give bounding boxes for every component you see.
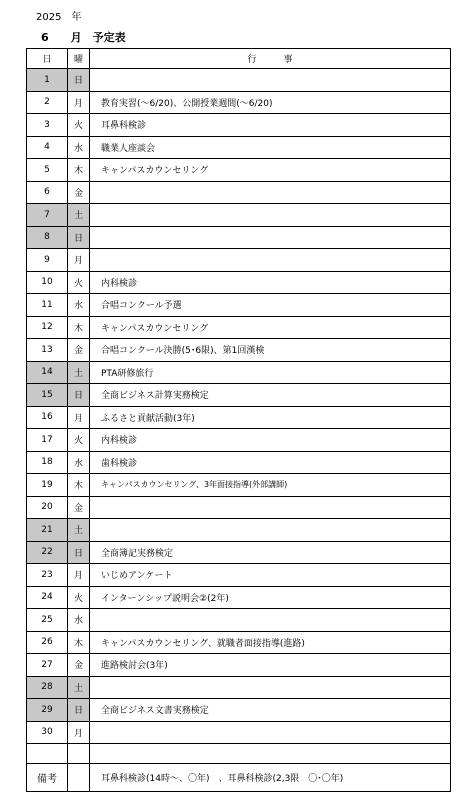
day-cell: 27 (27, 654, 68, 677)
day-cell: 18 (27, 451, 68, 474)
day-cell: 21 (27, 519, 68, 542)
table-row (27, 586, 451, 609)
day-cell: 3 (27, 114, 68, 137)
weekday-cell: 月 (68, 249, 90, 272)
event-cell: ふるさと貢献活動(3年) (90, 406, 451, 429)
event-cell: キャンパスカウンセリング、3年面接指導(外部講師) (90, 474, 451, 497)
table-header-row (27, 49, 451, 69)
event-cell: 教育実習(～6/20)、公開授業週間(～6/20) (90, 91, 451, 114)
weekday-cell: 日 (68, 699, 90, 722)
event-cell (90, 181, 451, 204)
event-cell (90, 69, 451, 92)
event-cell: PTA研修旅行 (90, 361, 451, 384)
notes-row (27, 764, 451, 792)
day-cell: 2 (27, 91, 68, 114)
blank-row (27, 744, 451, 764)
weekday-cell: 木 (68, 159, 90, 182)
weekday-cell: 水 (68, 451, 90, 474)
weekday-cell: 土 (68, 204, 90, 227)
table-row (27, 654, 451, 677)
day-cell: 16 (27, 406, 68, 429)
weekday-cell: 火 (68, 114, 90, 137)
day-cell: 9 (27, 249, 68, 272)
weekday-cell: 木 (68, 316, 90, 339)
day-cell: 25 (27, 609, 68, 632)
weekday-cell: 月 (68, 721, 90, 744)
table-row (27, 496, 451, 519)
event-cell (90, 226, 451, 249)
weekday-cell: 木 (68, 474, 90, 497)
event-cell (90, 249, 451, 272)
event-cell: 耳鼻科検診 (90, 114, 451, 137)
table-row (27, 541, 451, 564)
event-cell (90, 676, 451, 699)
column-header-event: 行 事 (90, 49, 451, 69)
day-cell: 22 (27, 541, 68, 564)
day-cell: 8 (27, 226, 68, 249)
weekday-cell: 火 (68, 586, 90, 609)
day-cell: 6 (27, 181, 68, 204)
notes-label: 備考 (27, 764, 68, 792)
event-cell (90, 609, 451, 632)
weekday-cell: 日 (68, 226, 90, 249)
weekday-cell: 土 (68, 676, 90, 699)
event-cell (90, 721, 451, 744)
table-row (27, 204, 451, 227)
event-cell: 全商ビジネス計算実務検定 (90, 384, 451, 407)
notes-text: 耳鼻科検診(14時～、〇年) 、耳鼻科検診(2,3限 〇･〇年) (90, 764, 451, 792)
table-row (27, 474, 451, 497)
day-cell: 19 (27, 474, 68, 497)
day-cell: 13 (27, 339, 68, 362)
weekday-cell: 月 (68, 406, 90, 429)
day-cell: 10 (27, 271, 68, 294)
event-cell (90, 204, 451, 227)
event-cell: キャンパスカウンセリング (90, 159, 451, 182)
weekday-cell: 水 (68, 294, 90, 317)
page-title: 6 月 予定表 (41, 31, 126, 44)
day-cell: 29 (27, 699, 68, 722)
year-label: 2025 年 (36, 12, 82, 23)
day-cell: 26 (27, 631, 68, 654)
table-row (27, 69, 451, 92)
table-row (27, 519, 451, 542)
column-header-day: 日 (27, 49, 68, 69)
weekday-cell: 金 (68, 654, 90, 677)
schedule-table (26, 48, 451, 792)
table-row (27, 114, 451, 137)
event-cell (90, 496, 451, 519)
day-cell: 30 (27, 721, 68, 744)
weekday-cell: 日 (68, 69, 90, 92)
table-row (27, 384, 451, 407)
event-cell: 全商ビジネス文書実務検定 (90, 699, 451, 722)
event-cell: 全商簿記実務検定 (90, 541, 451, 564)
weekday-cell: 月 (68, 91, 90, 114)
event-cell: 内科検診 (90, 271, 451, 294)
table-row (27, 294, 451, 317)
table-row (27, 136, 451, 159)
table-row (27, 226, 451, 249)
day-cell: 14 (27, 361, 68, 384)
day-cell: 17 (27, 429, 68, 452)
day-cell: 28 (27, 676, 68, 699)
event-cell: キャンパスカウンセリング、就職者面接指導(進路) (90, 631, 451, 654)
column-header-weekday: 曜 (68, 49, 90, 69)
table-row (27, 609, 451, 632)
table-row (27, 721, 451, 744)
table-row (27, 676, 451, 699)
table-row (27, 406, 451, 429)
table-row (27, 451, 451, 474)
table-row (27, 159, 451, 182)
weekday-cell: 火 (68, 271, 90, 294)
day-cell: 15 (27, 384, 68, 407)
event-cell: 歯科検診 (90, 451, 451, 474)
table-row (27, 249, 451, 272)
weekday-cell: 金 (68, 181, 90, 204)
event-cell (90, 519, 451, 542)
weekday-cell: 木 (68, 631, 90, 654)
weekday-cell: 金 (68, 339, 90, 362)
day-cell: 12 (27, 316, 68, 339)
table-row (27, 91, 451, 114)
table-row (27, 429, 451, 452)
weekday-cell: 水 (68, 136, 90, 159)
weekday-cell: 月 (68, 564, 90, 587)
event-cell: キャンパスカウンセリング (90, 316, 451, 339)
weekday-cell: 水 (68, 609, 90, 632)
event-cell: 職業人座談会 (90, 136, 451, 159)
weekday-cell: 金 (68, 496, 90, 519)
day-cell: 7 (27, 204, 68, 227)
schedule-rows (27, 69, 451, 744)
weekday-cell: 日 (68, 541, 90, 564)
day-cell: 23 (27, 564, 68, 587)
day-cell: 5 (27, 159, 68, 182)
table-row (27, 271, 451, 294)
table-row (27, 361, 451, 384)
table-row (27, 339, 451, 362)
day-cell: 4 (27, 136, 68, 159)
day-cell: 20 (27, 496, 68, 519)
weekday-cell: 土 (68, 361, 90, 384)
table-row (27, 564, 451, 587)
day-cell: 1 (27, 69, 68, 92)
event-cell: いじめアンケート (90, 564, 451, 587)
event-cell: 合唱コンクール決勝(5･6限)、第1回漢検 (90, 339, 451, 362)
weekday-cell: 土 (68, 519, 90, 542)
day-cell: 11 (27, 294, 68, 317)
weekday-cell: 火 (68, 429, 90, 452)
weekday-cell: 日 (68, 384, 90, 407)
table-row (27, 699, 451, 722)
table-row (27, 181, 451, 204)
table-row (27, 631, 451, 654)
event-cell: 合唱コンクール予選 (90, 294, 451, 317)
event-cell: 進路検討会(3年) (90, 654, 451, 677)
table-row (27, 316, 451, 339)
event-cell: インターンシップ説明会②(2年) (90, 586, 451, 609)
day-cell: 24 (27, 586, 68, 609)
event-cell: 内科検診 (90, 429, 451, 452)
